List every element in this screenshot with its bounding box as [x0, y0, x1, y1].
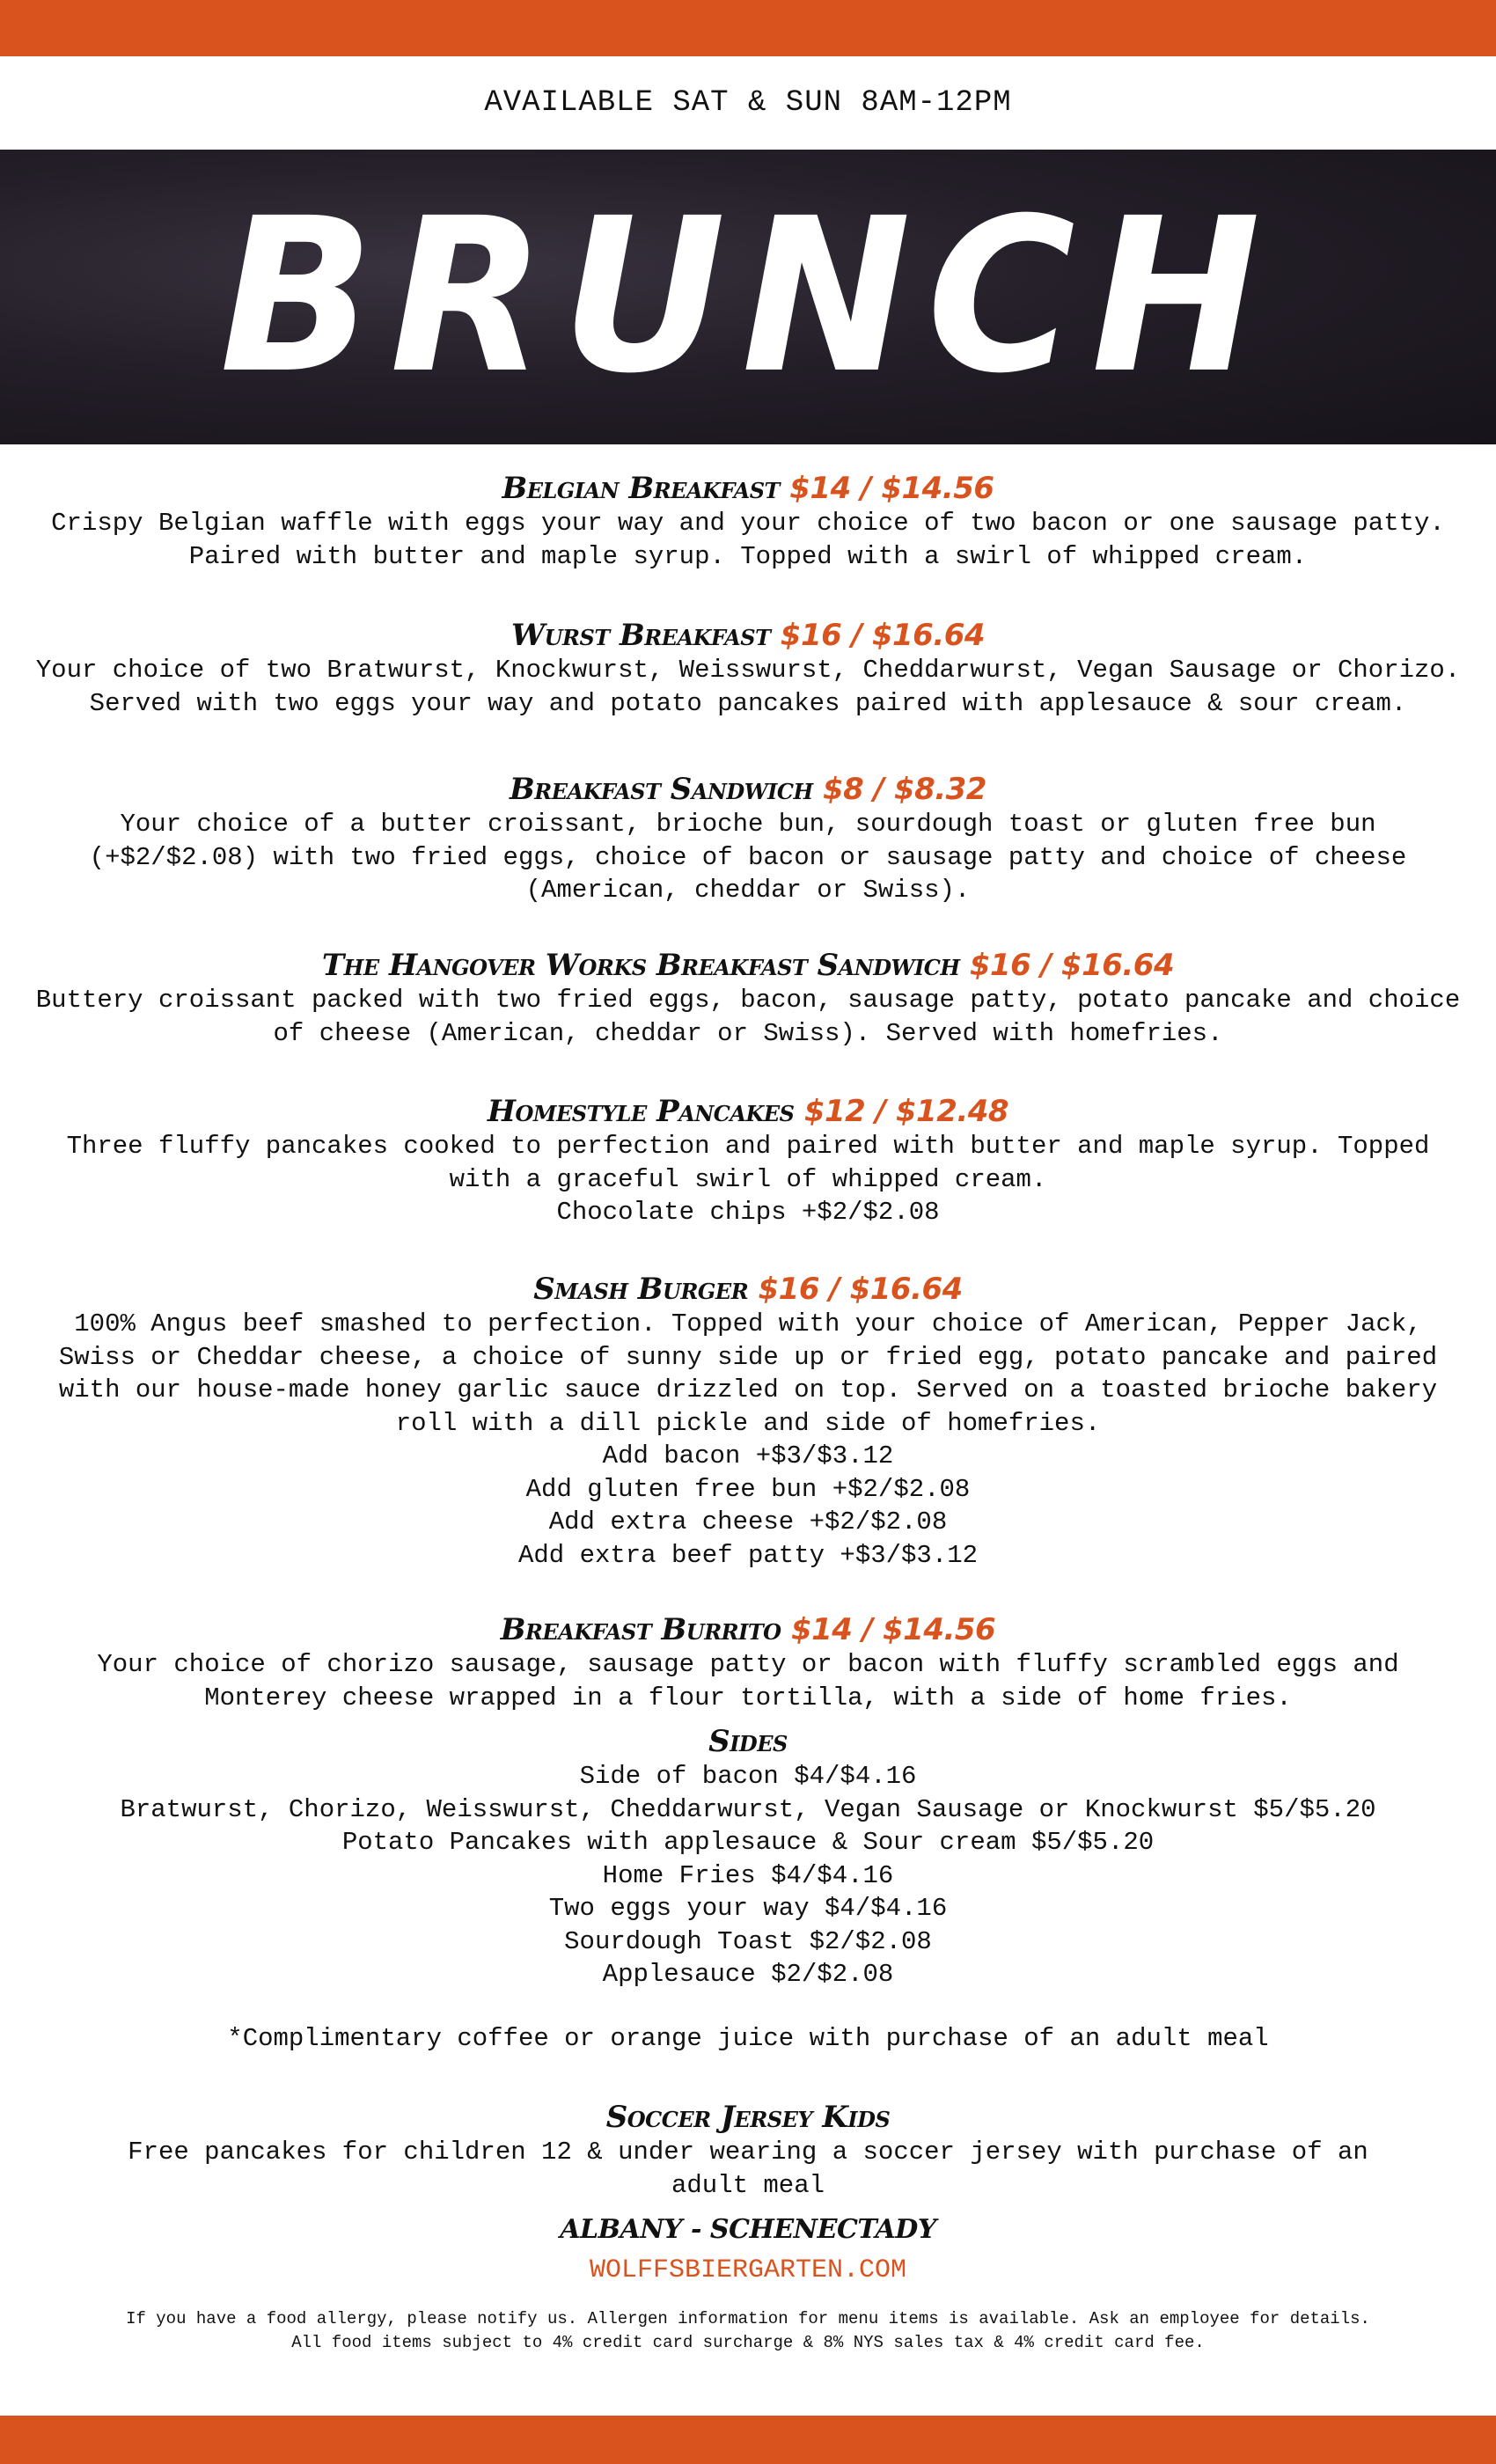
menu-item-title [35, 1611, 1461, 1648]
menu-item [35, 1271, 1461, 1572]
menu-item-name: Breakfast Burrito [500, 1612, 781, 1647]
menu-item-title [35, 771, 1461, 808]
menu-item-title [35, 1093, 1461, 1130]
menu-item-description: (+$2/$2.08) with two fried eggs, choice of bacon or sausage patty and choice of cheese [89, 842, 1407, 872]
menu-item-name: Smash Burger [533, 1272, 749, 1307]
website-link[interactable]: WOLFFSBIERGARTEN.COM [589, 2255, 907, 2285]
side-item: Home Fries $4/$4.16 [602, 1860, 894, 1890]
menu-item-description: Monterey cheese wrapped in a flour tortilla, with a side of home fries. [204, 1683, 1292, 1712]
side-item: Bratwurst, Chorizo, Weisswurst, Cheddarwurst, Vegan Sausage or Knockwurst $5/$5.20 [120, 1794, 1376, 1824]
footer-notes [35, 2307, 1461, 2355]
menu-item-description: Crispy Belgian waffle with eggs your way and your choice of two bacon or one sausage patty. [51, 509, 1445, 538]
menu-item-description: Chocolate chips +$2/$2.08 [556, 1198, 940, 1227]
menu-item-name: Belgian Breakfast [502, 471, 780, 506]
menu-item-price: $12 / $12.48 [803, 1094, 1009, 1129]
menu-item-description: Your choice of two Bratwurst, Knockwurst, Weisswurst, Cheddarwurst, Vegan Sausage or Chorizo. [35, 656, 1461, 685]
top-accent-bar [0, 0, 1496, 56]
menu-item-description: Your choice of a butter croissant, brioche bun, sourdough toast or gluten free bun [120, 810, 1376, 839]
kids-title: Soccer Jersey Kids [605, 2100, 891, 2135]
menu-item-title [35, 947, 1461, 984]
kids-section [35, 2099, 1461, 2202]
menu-item-description: Served with two eggs your way and potato pancakes paired with applesauce & sour cream. [89, 688, 1407, 718]
brunch-banner [0, 150, 1496, 444]
menu-item [35, 1611, 1461, 1714]
allergy-note: If you have a food allergy, please notify us. Allergen information for menu items is available. Ask an employee for details. [126, 2309, 1370, 2328]
menu-item [35, 470, 1461, 573]
complimentary-note: *Complimentary coffee or orange juice with purchase of an adult meal [227, 2024, 1269, 2053]
menu-item-description: Your choice of chorizo sausage, sausage patty or bacon with fluffy scrambled eggs and [97, 1650, 1399, 1679]
menu-item-price: $16 / $16.64 [969, 948, 1175, 983]
banner-title: BRUNCH [219, 173, 1277, 421]
menu-item-description: Add extra cheese +$2/$2.08 [548, 1507, 948, 1536]
menu-item [35, 771, 1461, 907]
locations: ALBANY - SCHENECTADY [560, 2214, 936, 2245]
menu-item-description: Three fluffy pancakes cooked to perfection and paired with butter and maple syrup. Topped [66, 1132, 1430, 1161]
menu-item-price: $14 / $14.56 [790, 1612, 996, 1647]
menu-item-description: Paired with butter and maple syrup. Topped with a swirl of whipped cream. [188, 541, 1308, 571]
menu-item-price: $8 / $8.32 [823, 772, 986, 807]
side-item: Applesauce $2/$2.08 [602, 1960, 894, 1989]
side-item: Potato Pancakes with applesauce & Sour cream $5/$5.20 [341, 1828, 1155, 1857]
menu-item-name: Breakfast Sandwich [510, 772, 813, 807]
menu-item-description: Buttery croissant packed with two fried eggs, bacon, sausage patty, potato pancake and choice [35, 986, 1461, 1015]
menu-item-description: of cheese (American, cheddar or Swiss). Served with homefries. [273, 1018, 1223, 1048]
menu-item-name: Wurst Breakfast [510, 618, 771, 653]
menu-item-description: with our house-made honey garlic sauce drizzled on top. Served on a toasted brioche bakery [58, 1375, 1438, 1404]
menu-item-description: 100% Angus beef smashed to perfection. Topped with your choice of American, Pepper Jack, [74, 1309, 1422, 1338]
menu-item-description: (American, cheddar or Swiss). [525, 876, 971, 905]
menu-item-name: Homestyle Pancakes [487, 1094, 795, 1129]
kids-line: Free pancakes for children 12 & under wearing a soccer jersey with purchase of an [128, 2138, 1368, 2167]
kids-line: adult meal [671, 2170, 825, 2200]
availability-text: AVAILABLE SAT & SUN 8AM-12PM [484, 86, 1012, 120]
menu-item-description: roll with a dill pickle and side of homefries. [395, 1408, 1101, 1438]
side-item: Sourdough Toast $2/$2.08 [564, 1926, 932, 1956]
menu-item-price: $14 / $14.56 [789, 471, 994, 506]
menu-item [35, 617, 1461, 720]
sides-title: Sides [708, 1724, 788, 1759]
menu-item [35, 947, 1461, 1050]
menu-item-title [35, 470, 1461, 507]
menu-item-description: Swiss or Cheddar cheese, a choice of sunny side up or fried egg, potato pancake and paired [58, 1342, 1438, 1372]
bottom-accent-bar [0, 2416, 1496, 2464]
menu-item-description: Add gluten free bun +$2/$2.08 [525, 1474, 971, 1504]
side-item: Side of bacon $4/$4.16 [579, 1762, 917, 1791]
menu-item-title [35, 617, 1461, 654]
menu-item-price: $16 / $16.64 [780, 618, 986, 653]
menu-item-description: with a graceful swirl of whipped cream. [449, 1164, 1047, 1194]
menu-item-title [35, 1271, 1461, 1308]
surcharge-note: All food items subject to 4% credit card surcharge & 8% NYS sales tax & 4% credit card fee. [291, 2333, 1205, 2352]
menu-item-name: The Hangover Works Breakfast Sandwich [321, 948, 960, 983]
side-item: Two eggs your way $4/$4.16 [548, 1894, 948, 1923]
menu-item-description: Add bacon +$3/$3.12 [602, 1441, 894, 1470]
menu-item [35, 1093, 1461, 1229]
menu-item-price: $16 / $16.64 [758, 1272, 963, 1307]
menu-item-description: Add extra beef patty +$3/$3.12 [517, 1540, 979, 1570]
sides-section [35, 1723, 1461, 1991]
